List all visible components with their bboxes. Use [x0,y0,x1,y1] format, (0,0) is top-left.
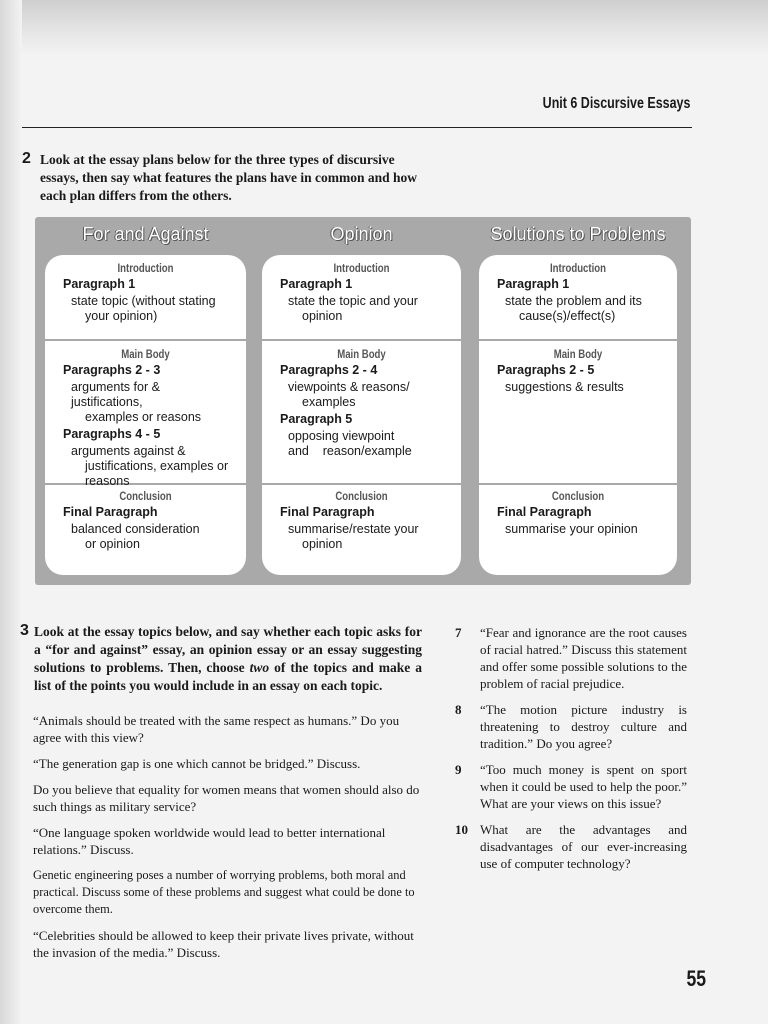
paragraph-label: Final Paragraph [497,505,592,519]
section-title: Introduction [333,261,390,275]
exercise-3-instruction [34,623,422,695]
plan-column-for-and-against [45,217,246,585]
conclusion-section [45,483,246,575]
exercise-2-number: 2 [22,150,31,167]
desc-line: and reason/example [288,444,412,458]
exercise-3-number: 3 [20,622,29,639]
conclusion-section [479,483,677,575]
topic-item: “Animals should be treated with the same respect as humans.” Do you agree with this view? [33,713,400,745]
desc-line: state topic (without stating [71,294,216,308]
section-title: Conclusion [119,489,172,503]
desc-line: reasons [85,474,130,488]
topic-item: Genetic engineering poses a number of worrying problems, both moral and practical. Discuss some of these problems and suggest what could be done to overcome them. [33,868,415,916]
intro-section [479,255,677,339]
plan-card [262,255,461,575]
main-body-section [479,339,677,485]
topic-text: “Too much money is spent on sport when it could be used to help the poor.” What are your views on this issue? [480,762,687,811]
paragraph-description [288,294,445,324]
desc-line: summarise/restate your [288,522,419,536]
paragraph-label: Paragraph 1 [280,277,353,291]
topic-item: “The generation gap is one which cannot be bridged.” Discuss. [33,756,361,771]
section-title: Main Body [553,347,603,361]
paragraph-label: Paragraphs 2 - 4 [280,363,378,377]
topic-number: 9 [455,762,462,777]
plan-column-opinion [262,217,461,585]
paragraph-label: Paragraphs 2 - 3 [63,363,161,377]
desc-line: your opinion) [85,309,158,323]
plan-heading: For and Against [82,224,209,244]
exercise-2-instruction: Look at the essay plans below for the three types of discursive essays, then say what features the plans have in common and how each plan differs from the others. [40,152,418,203]
paragraph-description [505,380,661,395]
desc-line: examples or reasons [85,410,202,424]
desc-line: justifications, examples or [85,459,229,473]
topic-item [455,761,687,812]
unit-title: Unit 6 Discursive Essays [542,95,690,112]
topic-text: “Fear and ignorance are the root causes of racial hatred.” Discuss this statement and offer some possible solutions to the problem of racial prejudice. [480,625,687,691]
instruction-emphasis: two [249,660,270,675]
paragraph-description [288,380,445,410]
topic-list-right [455,624,687,881]
paragraph-description [288,429,445,459]
scan-shadow-top [0,0,768,55]
topic-item [455,821,687,872]
topic-list-left [33,712,423,970]
section-title: Introduction [550,261,606,275]
desc-line: opinion [302,537,343,551]
paragraph-description [288,522,445,552]
essay-plans-panel [35,217,691,585]
paragraph-label: Paragraphs 2 - 5 [497,363,595,377]
main-body-section [262,339,461,485]
desc-line: cause(s)/effect(s) [519,309,616,323]
paragraph-description [505,522,661,537]
topic-item: “Celebrities should be allowed to keep their private lives private, without the invasion of the media.” Discuss. [33,928,414,960]
topic-number: 7 [455,625,462,640]
instruction-text: Look at the essay topics below, and say whether each topic asks for a “for and against” essay, an opinion essay or an essay suggesting solutions to problems. Then, choose [34,624,422,675]
section-title: Conclusion [335,489,388,503]
desc-line: or opinion [85,537,140,551]
main-body-section [45,339,246,488]
topic-item: Do you believe that equality for women means that women should also do such things as military service? [33,782,420,814]
desc-line: opposing viewpoint [288,429,395,443]
topic-item: “One language spoken worldwide would lead to better international relations.” Discuss. [33,825,386,857]
header-rule [22,127,692,128]
section-title: Main Body [337,347,386,361]
plan-heading: Solutions to Problems [490,224,666,244]
section-title: Main Body [121,347,170,361]
section-title: Conclusion [551,489,605,503]
desc-line: summarise your opinion [505,522,638,536]
intro-section [45,255,246,339]
paragraph-label: Final Paragraph [280,505,375,519]
desc-line: arguments against & [71,444,186,458]
desc-line: opinion [302,309,343,323]
plan-column-solutions-to-problems [479,217,677,585]
paragraph-label: Paragraph 5 [280,412,353,426]
paragraph-label: Final Paragraph [63,505,158,519]
scan-shadow-left [0,0,22,1024]
paragraph-label: Paragraph 1 [63,277,136,291]
paragraph-description [71,522,230,552]
topic-text: “The motion picture industry is threatening to destroy culture and tradition.” Do you agree? [480,702,687,751]
topic-item [455,701,687,752]
page-number: 55 [686,966,707,991]
paragraph-label: Paragraph 1 [497,277,570,291]
intro-section [262,255,461,339]
plan-card [45,255,246,575]
topic-item [455,624,687,692]
desc-line: arguments for & justifications, [71,380,160,409]
desc-line: suggestions & results [505,380,624,394]
desc-line: state the topic and your [288,294,418,308]
desc-line: examples [302,395,356,409]
topic-number: 10 [455,822,468,837]
topic-text: What are the advantages and disadvantages of our ever-increasing use of computer technology? [480,822,687,871]
desc-line: state the problem and its [505,294,642,308]
plan-heading: Opinion [330,224,393,244]
desc-line: balanced consideration [71,522,200,536]
paragraph-description [71,294,230,324]
paragraph-label: Paragraphs 4 - 5 [63,427,161,441]
topic-number: 8 [455,702,462,717]
plan-card [479,255,677,575]
paragraph-description [71,380,230,425]
conclusion-section [262,483,461,575]
desc-line: viewpoints & reasons/ [288,380,410,394]
instruction-text: of the topics and make a list of the points you would include in an essay on each topic. [34,660,422,693]
section-title: Introduction [117,261,174,275]
paragraph-description [505,294,661,324]
